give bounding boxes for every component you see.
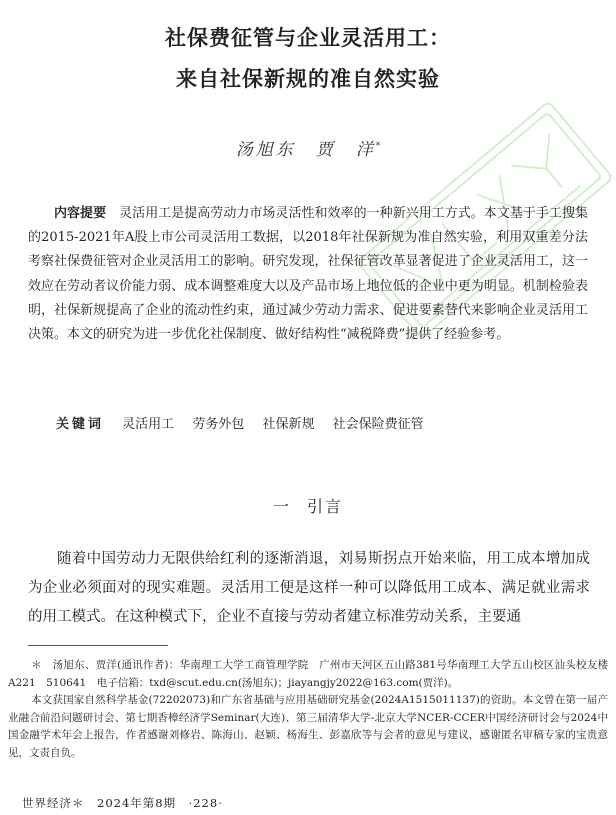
keyword: 灵活用工 [122, 417, 175, 432]
page-footer: 世界经济＊ 2024年第8期 ·228· [22, 796, 223, 810]
author-footnote-mark: * [375, 141, 381, 152]
paper-title-line1: 社保费征管与企业灵活用工： [165, 26, 451, 50]
abstract-label: 内容提要 [54, 206, 107, 221]
abstract [28, 202, 588, 347]
footnote-divider [28, 645, 168, 646]
footnotes [8, 657, 608, 762]
section-number: 一 [272, 497, 291, 516]
authors [0, 135, 616, 160]
paper-title-line2: 来自社保新规的准自然实验 [176, 67, 440, 91]
section-heading [0, 494, 616, 517]
section-title: 引言 [307, 497, 344, 516]
author-names: 汤旭东 贾 洋 [235, 140, 376, 160]
body-paragraph: 随着中国劳动力无限供给红利的逐渐消退，刘易斯拐点开始来临，用工成本增加成为企业必须面对的现实难题。灵活用工便是这样一种可以降低用工成本、满足就业需求的用工模式。在这种模式下，企业不直接与劳动者建立标准劳动关系，主要通 [28, 551, 590, 625]
keyword: 社保新规 [262, 417, 315, 432]
keywords-label: 关键词 [56, 417, 105, 432]
abstract-text: 灵活用工是提高劳动力市场灵活性和效率的一种新兴用工方式。本文基于手工搜集的2015-2021年A股上市公司灵活用工数据，以2018年社保新规为准自然实验，利用双重差分法考察社保费征管对企业灵活用工的影响。研究发现，社保征管改革显著促进了企业灵活用工，这一效应在劳动者议价能力弱、成本调整难度大以及产品市场上地位低的企业中更为明显。机制检验表明，社保新规提高了企业的流动性约束，通过减少劳动力需求、促进要素替代来影响企业灵活用工决策。本文的研究为进一步优化社保制度、做好结构性“减税降费”提供了经验参考。 [28, 206, 588, 343]
keywords [56, 413, 596, 432]
keyword: 劳务外包 [192, 417, 245, 432]
keyword: 社会保险费征管 [332, 417, 424, 432]
footnote-funding: 本文获国家自然科学基金(72202073)和广东省基础与应用基础研究基金(2024A1515011137)的资助。本文曾在第一届产业融合前沿问题研讨会、第七期香樟经济学Seminar(大连)、第三届清华大学-北京大学NCER-CCER中国经济研讨会与2024中国金融学术年会上报告，作者感谢刘修岩、陈海山、赵颖、杨海生、彭嘉欣等与会者的意见与建议，感谢匿名审稿专家的宝贵意见，文责自负。 [8, 694, 608, 759]
footnote-author-info: ＊ 汤旭东、贾洋(通讯作者)：华南理工大学工商管理学院 广州市天河区五山路381号华南理工大学五山校区汕头校友楼A221 510641 电子信箱：txd@scut.edu.cn(汤旭东)；jiayangjy2022@163.com(贾洋)。 [8, 659, 608, 689]
